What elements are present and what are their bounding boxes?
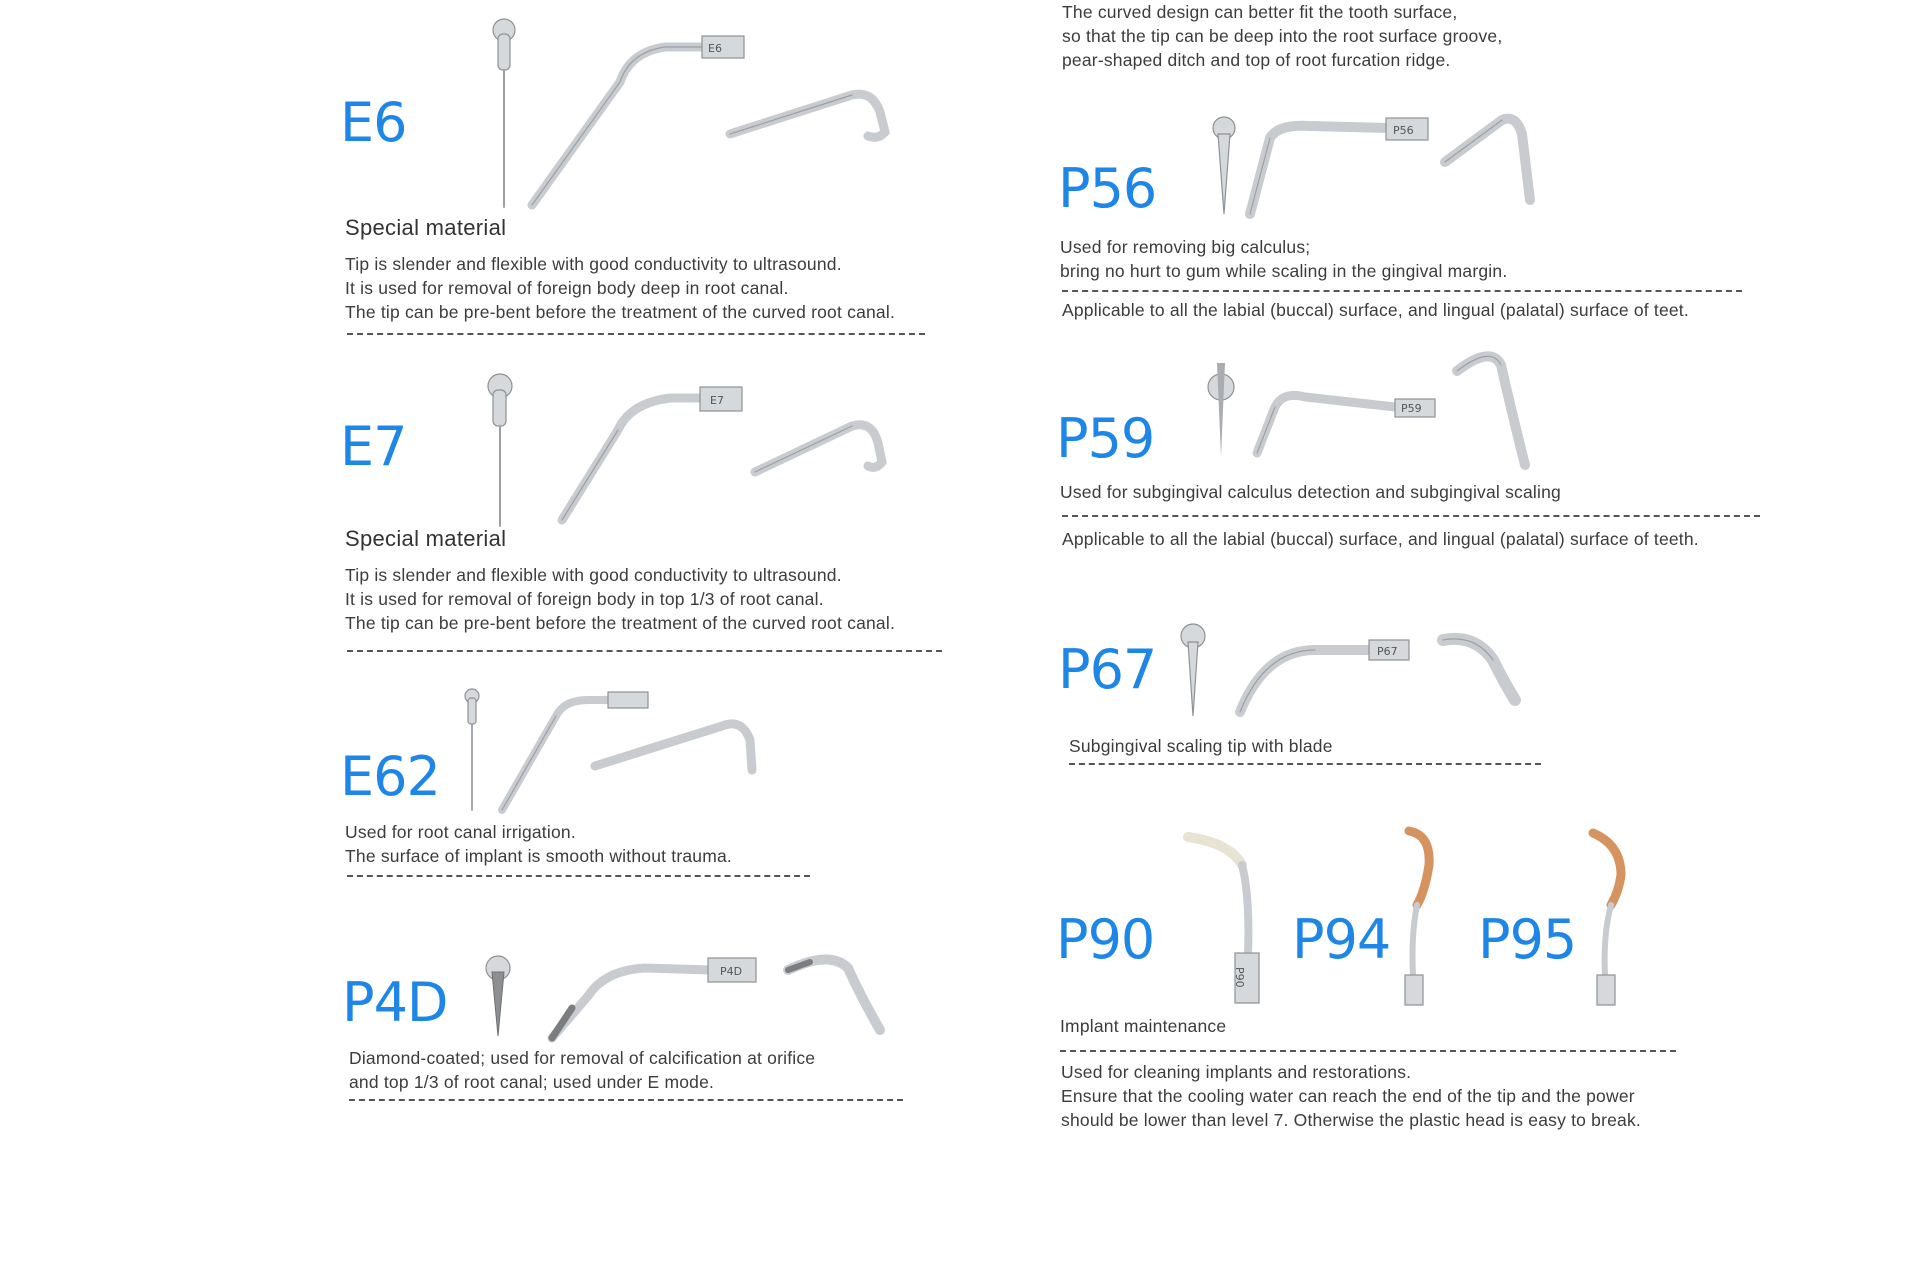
- p4d-line-2: and top 1/3 of root canal; used under E mode.: [349, 1072, 715, 1092]
- p59-note: Applicable to all the labial (buccal) surface, and lingual (palatal) surface of teeth.: [1062, 529, 1699, 549]
- e7-line-1: Tip is slender and flexible with good conductivity to ultrasound.: [345, 565, 842, 585]
- divider: [1069, 763, 1541, 765]
- svg-text:P56: P56: [1393, 124, 1414, 137]
- divider: [347, 875, 810, 877]
- p90-line-2: Ensure that the cooling water can reach the end of the tip and the power: [1061, 1086, 1635, 1106]
- model-e6-label: E6: [340, 91, 407, 154]
- intro-line-2: so that the tip can be deep into the root surface groove,: [1062, 26, 1503, 46]
- p67-description: [1069, 734, 1333, 758]
- p90-line-3: should be lower than level 7. Otherwise the plastic head is easy to break.: [1061, 1110, 1641, 1130]
- model-p95-label: P95: [1478, 908, 1577, 971]
- p4d-line-1: Diamond-coated; used for removal of calcification at orifice: [349, 1048, 816, 1068]
- p67-line-1: Subgingival scaling tip with blade: [1069, 736, 1333, 756]
- model-p56-label: P56: [1058, 157, 1157, 220]
- svg-text:E6: E6: [708, 42, 722, 55]
- divider: [1062, 290, 1742, 292]
- p56-note: Applicable to all the labial (buccal) surface, and lingual (palatal) surface of teet.: [1062, 300, 1689, 320]
- scaler-tip-icon: [1395, 825, 1465, 1015]
- intro-description: [1062, 0, 1502, 72]
- divider: [347, 333, 925, 335]
- e6-line-3: The tip can be pre-bent before the treatment of the curved root canal.: [345, 302, 896, 322]
- scaler-tip-icon: [480, 368, 800, 528]
- intro-line-1: The curved design can better fit the tooth surface,: [1062, 2, 1458, 22]
- e6-description: [345, 252, 895, 324]
- e6-line-2: It is used for removal of foreign body deep in root canal.: [345, 278, 789, 298]
- p56-line-2: bring no hurt to gum while scaling in the gingival margin.: [1060, 261, 1508, 281]
- scaler-tip-icon: [1175, 620, 1575, 720]
- e62-description: [345, 820, 732, 868]
- model-p59-label: P59: [1056, 407, 1155, 470]
- divider: [1060, 1050, 1676, 1052]
- svg-text:P90: P90: [1233, 967, 1246, 988]
- model-e7-label: E7: [340, 415, 407, 478]
- p56-line-1: Used for removing big calculus;: [1060, 237, 1311, 257]
- model-p90-label: P90: [1056, 908, 1155, 971]
- e6-subtitle: Special material: [345, 215, 507, 240]
- scaler-tip-icon: [480, 940, 900, 1050]
- divider: [347, 650, 942, 652]
- p59-description: [1060, 480, 1561, 504]
- e7-subtitle: Special material: [345, 526, 507, 551]
- e62-line-1: Used for root canal irrigation.: [345, 822, 576, 842]
- scaler-tip-icon: [1585, 825, 1655, 1015]
- scaler-tip-icon: [1195, 345, 1575, 475]
- p90-subtitle: Implant maintenance: [1060, 1016, 1227, 1036]
- scaler-tip-icon: [1180, 825, 1280, 1010]
- svg-text:E7: E7: [710, 394, 724, 407]
- scaler-tip-icon: [1200, 110, 1580, 220]
- p56-description: [1060, 235, 1507, 283]
- divider: [349, 1099, 903, 1101]
- model-e62-label: E62: [340, 745, 440, 808]
- model-p4d-label: P4D: [342, 971, 448, 1034]
- e6-line-1: Tip is slender and flexible with good conductivity to ultrasound.: [345, 254, 842, 274]
- e7-line-2: It is used for removal of foreign body in top 1/3 of root canal.: [345, 589, 824, 609]
- intro-line-3: pear-shaped ditch and top of root furcation ridge.: [1062, 50, 1451, 70]
- e7-description: [345, 563, 895, 635]
- p90-description: [1061, 1060, 1641, 1132]
- p59-line-1: Used for subgingival calculus detection and subgingival scaling: [1060, 482, 1561, 502]
- p90-line-1: Used for cleaning implants and restorations.: [1061, 1062, 1412, 1082]
- e7-line-3: The tip can be pre-bent before the treatment of the curved root canal.: [345, 613, 896, 633]
- model-p67-label: P67: [1058, 638, 1157, 701]
- scaler-tip-icon: [480, 12, 780, 212]
- model-p94-label: P94: [1292, 908, 1391, 971]
- scaler-tip-icon: [460, 680, 800, 820]
- p4d-description: [349, 1046, 815, 1094]
- e62-line-2: The surface of implant is smooth without trauma.: [345, 846, 732, 866]
- svg-text:P59: P59: [1401, 402, 1422, 415]
- svg-text:P67: P67: [1377, 645, 1398, 658]
- divider: [1062, 515, 1760, 517]
- svg-text:P4D: P4D: [720, 965, 743, 978]
